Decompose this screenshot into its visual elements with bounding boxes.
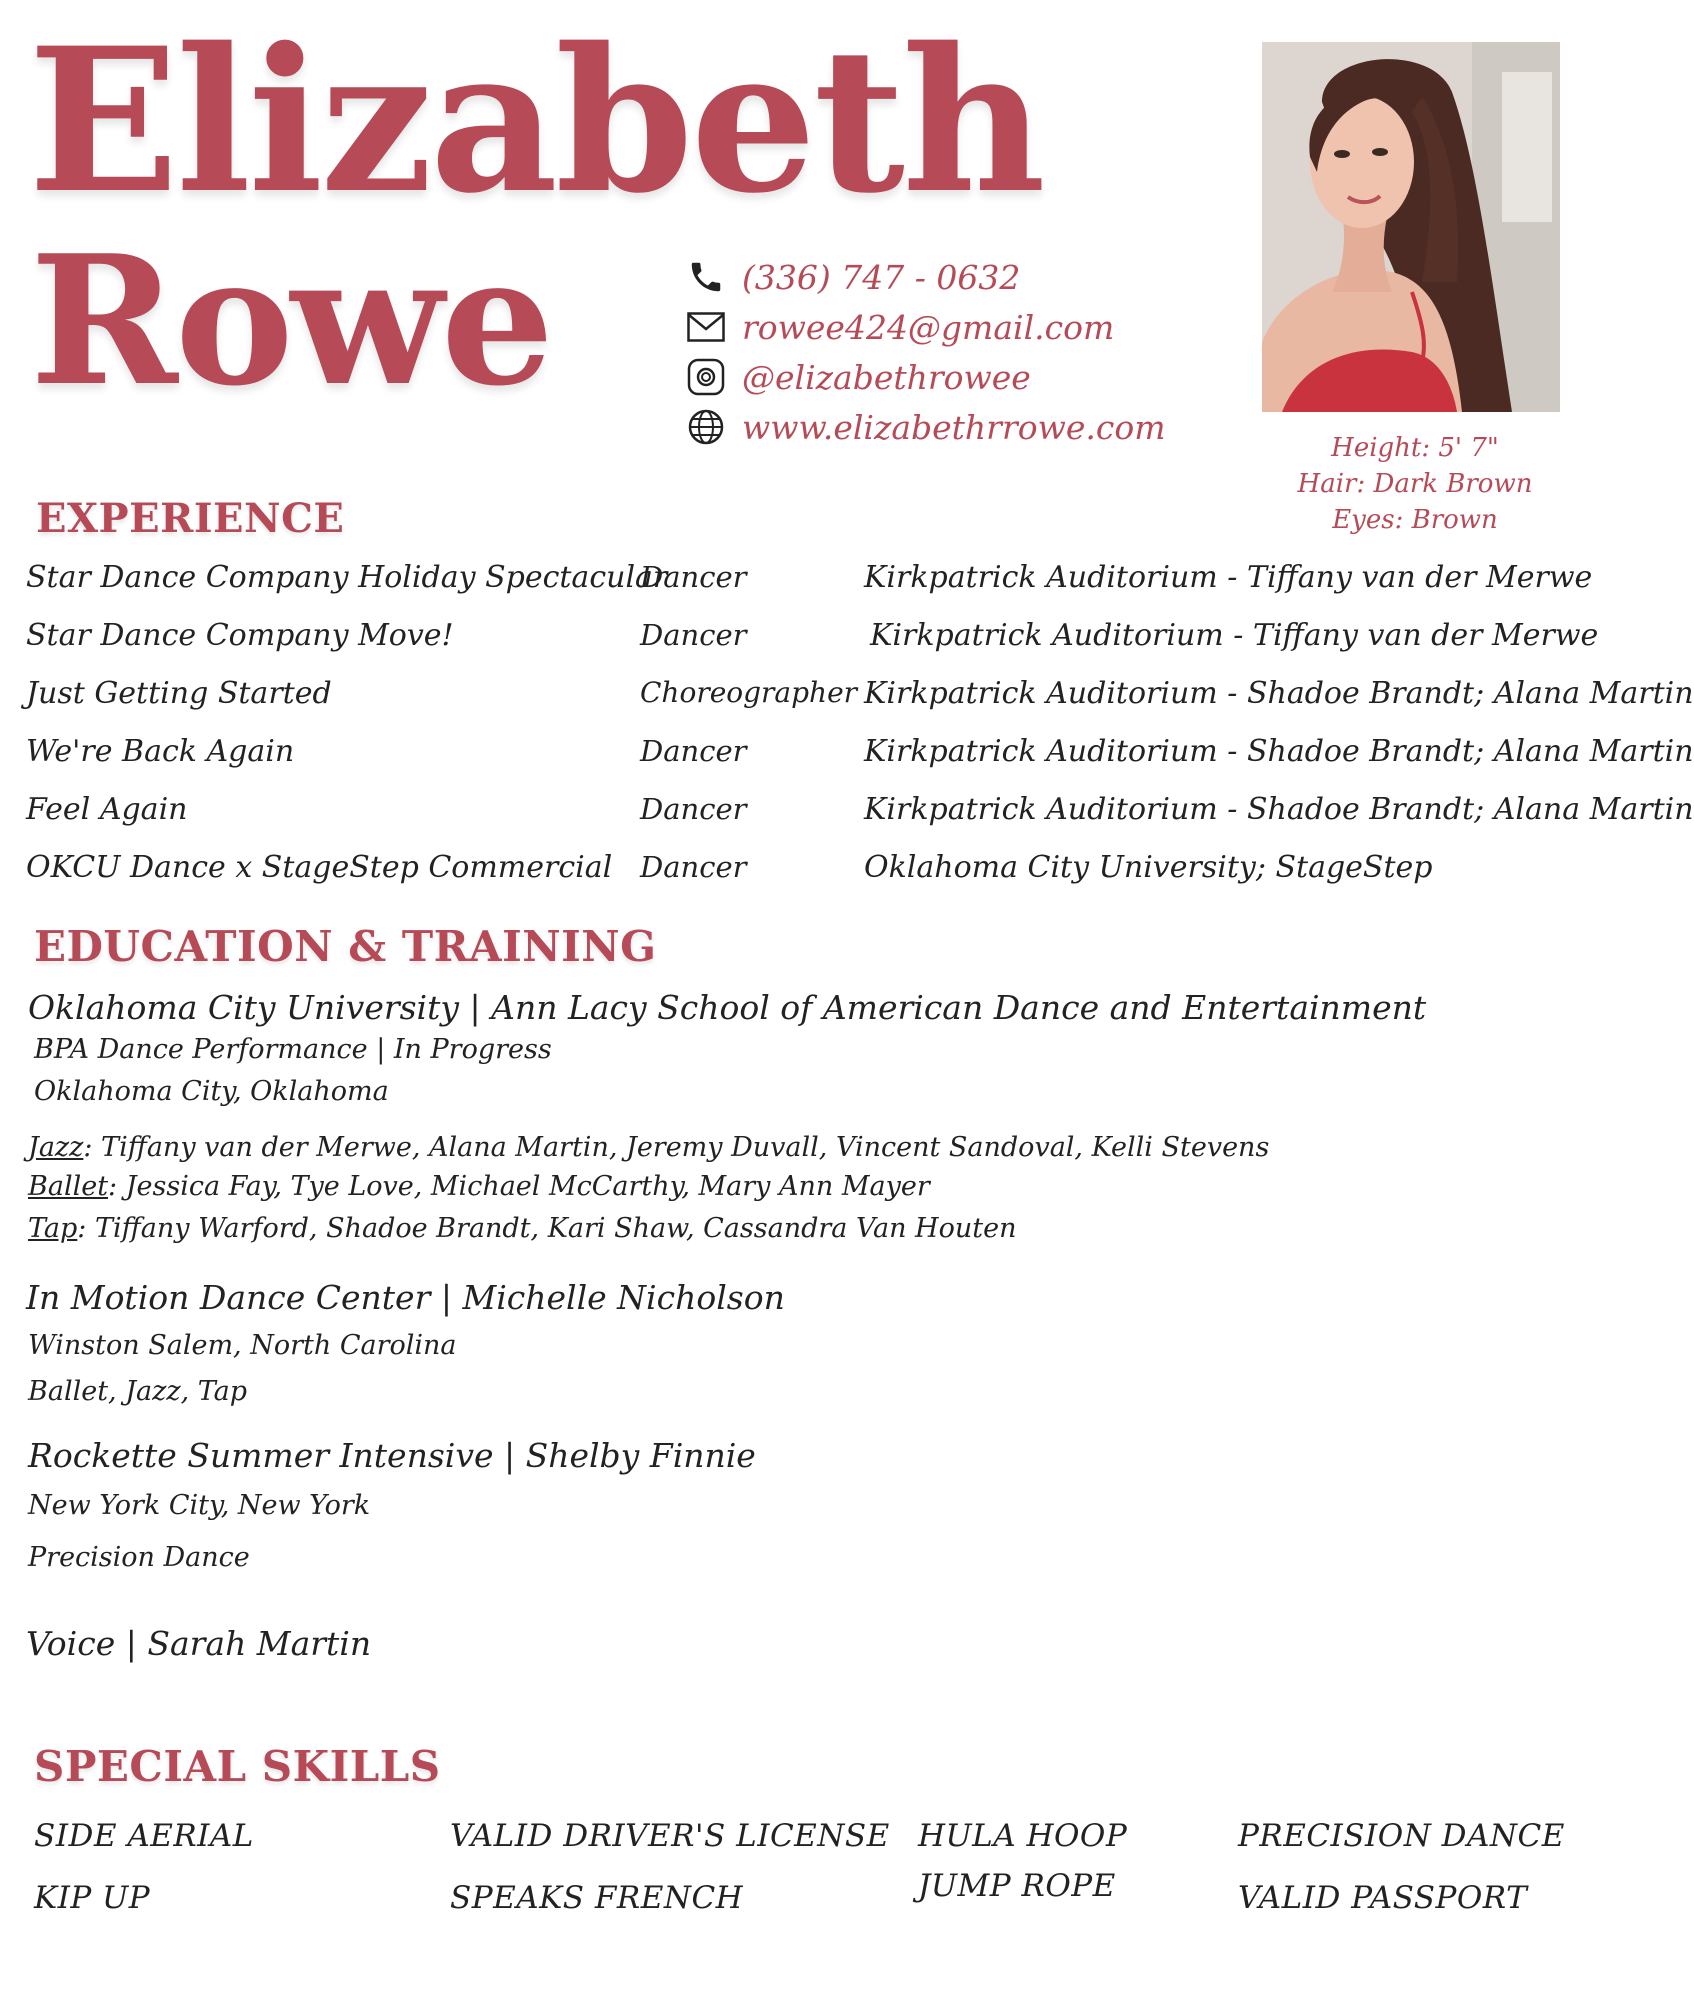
experience-role: Dancer (640, 734, 747, 768)
contact-instagram-row (686, 355, 1031, 399)
skill-item: SIDE AERIAL (34, 1818, 254, 1854)
experience-title: Feel Again (26, 792, 188, 827)
okcu-location: Oklahoma City, Oklahoma (34, 1076, 389, 1107)
okcu-degree: BPA Dance Performance | In Progress (34, 1034, 552, 1065)
skill-item: VALID PASSPORT (1238, 1880, 1528, 1916)
skill-item: KIP UP (34, 1880, 151, 1916)
special-skills-heading: SPECIAL SKILLS (34, 1742, 441, 1791)
experience-heading: EXPERIENCE (36, 495, 345, 542)
eyes-stat: Eyes: Brown (1332, 505, 1498, 535)
experience-role: Dancer (640, 850, 747, 884)
experience-role: Dancer (640, 618, 747, 652)
in-motion-location: Winston Salem, North Carolina (28, 1330, 457, 1361)
contact-website-row (686, 405, 1166, 449)
rockette-title: Rockette Summer Intensive | Shelby Finnie (28, 1436, 756, 1475)
experience-role: Choreographer (640, 676, 858, 709)
skill-item: VALID DRIVER'S LICENSE (450, 1818, 890, 1854)
contact-phone-row (686, 255, 1020, 299)
globe-icon (686, 407, 726, 447)
skill-item: PRECISION DANCE (1238, 1818, 1565, 1854)
rockette-styles: Precision Dance (28, 1542, 250, 1573)
experience-venue: Kirkpatrick Auditorium - Tiffany van der Merwe (864, 560, 1593, 595)
skill-item: JUMP ROPE (918, 1868, 1116, 1904)
education-heading: EDUCATION & TRAINING (34, 922, 657, 971)
skill-item: SPEAKS FRENCH (450, 1880, 744, 1916)
physical-stats (1250, 430, 1580, 538)
skill-item: HULA HOOP (918, 1818, 1128, 1854)
experience-venue: Kirkpatrick Auditorium - Shadoe Brandt; Alana Martin (864, 792, 1694, 827)
headshot-photo (1262, 42, 1560, 412)
experience-role: Dancer (640, 792, 747, 826)
experience-role: Dancer (640, 560, 747, 594)
jazz-label: Jazz (28, 1132, 84, 1163)
ballet-teachers (28, 1171, 930, 1202)
first-name: Elizabeth (28, 4, 1043, 237)
tap-names: : Tiffany Warford, Shadoe Brandt, Kari Shaw, Cassandra Van Houten (77, 1213, 1017, 1244)
experience-title: We're Back Again (26, 734, 295, 769)
experience-title: Star Dance Company Move! (26, 618, 454, 653)
jazz-names: : Tiffany van der Merwe, Alana Martin, Jeremy Duvall, Vincent Sandoval, Kelli Stevens (83, 1132, 1270, 1163)
experience-venue: Kirkpatrick Auditorium - Shadoe Brandt; Alana Martin (864, 734, 1694, 769)
envelope-icon (686, 307, 726, 347)
experience-venue: Kirkpatrick Auditorium - Tiffany van der Merwe (870, 618, 1599, 653)
in-motion-title: In Motion Dance Center | Michelle Nicholson (26, 1278, 785, 1317)
email-address[interactable]: rowee424@gmail.com (742, 307, 1115, 347)
website-url[interactable]: www.elizabethrrowe.com (742, 407, 1166, 447)
hair-stat: Hair: Dark Brown (1297, 469, 1533, 499)
instagram-icon (686, 357, 726, 397)
in-motion-styles: Ballet, Jazz, Tap (28, 1376, 248, 1407)
tap-label: Tap (28, 1213, 78, 1244)
experience-title: OKCU Dance x StageStep Commercial (26, 850, 613, 885)
ballet-names: : Jessica Fay, Tye Love, Michael McCarthy, Mary Ann Mayer (108, 1171, 930, 1202)
ballet-label: Ballet (28, 1171, 109, 1202)
contact-email-row (686, 305, 1114, 349)
experience-venue: Oklahoma City University; StageStep (864, 850, 1433, 885)
experience-venue: Kirkpatrick Auditorium - Shadoe Brandt; Alana Martin (864, 676, 1694, 711)
height-stat: Height: 5' 7" (1331, 433, 1499, 463)
experience-title: Just Getting Started (26, 676, 332, 711)
phone-number[interactable]: (336) 747 - 0632 (742, 257, 1021, 297)
jazz-teachers (28, 1132, 1269, 1163)
voice-training: Voice | Sarah Martin (26, 1624, 372, 1663)
okcu-title: Oklahoma City University | Ann Lacy School of American Dance and Entertainment (28, 988, 1427, 1027)
last-name: Rowe (30, 216, 552, 425)
rockette-location: New York City, New York (28, 1490, 371, 1521)
phone-icon (686, 257, 726, 297)
experience-title: Star Dance Company Holiday Spectacular (26, 560, 668, 595)
instagram-handle[interactable]: @elizabethrowee (742, 357, 1031, 397)
tap-teachers (28, 1213, 1016, 1244)
